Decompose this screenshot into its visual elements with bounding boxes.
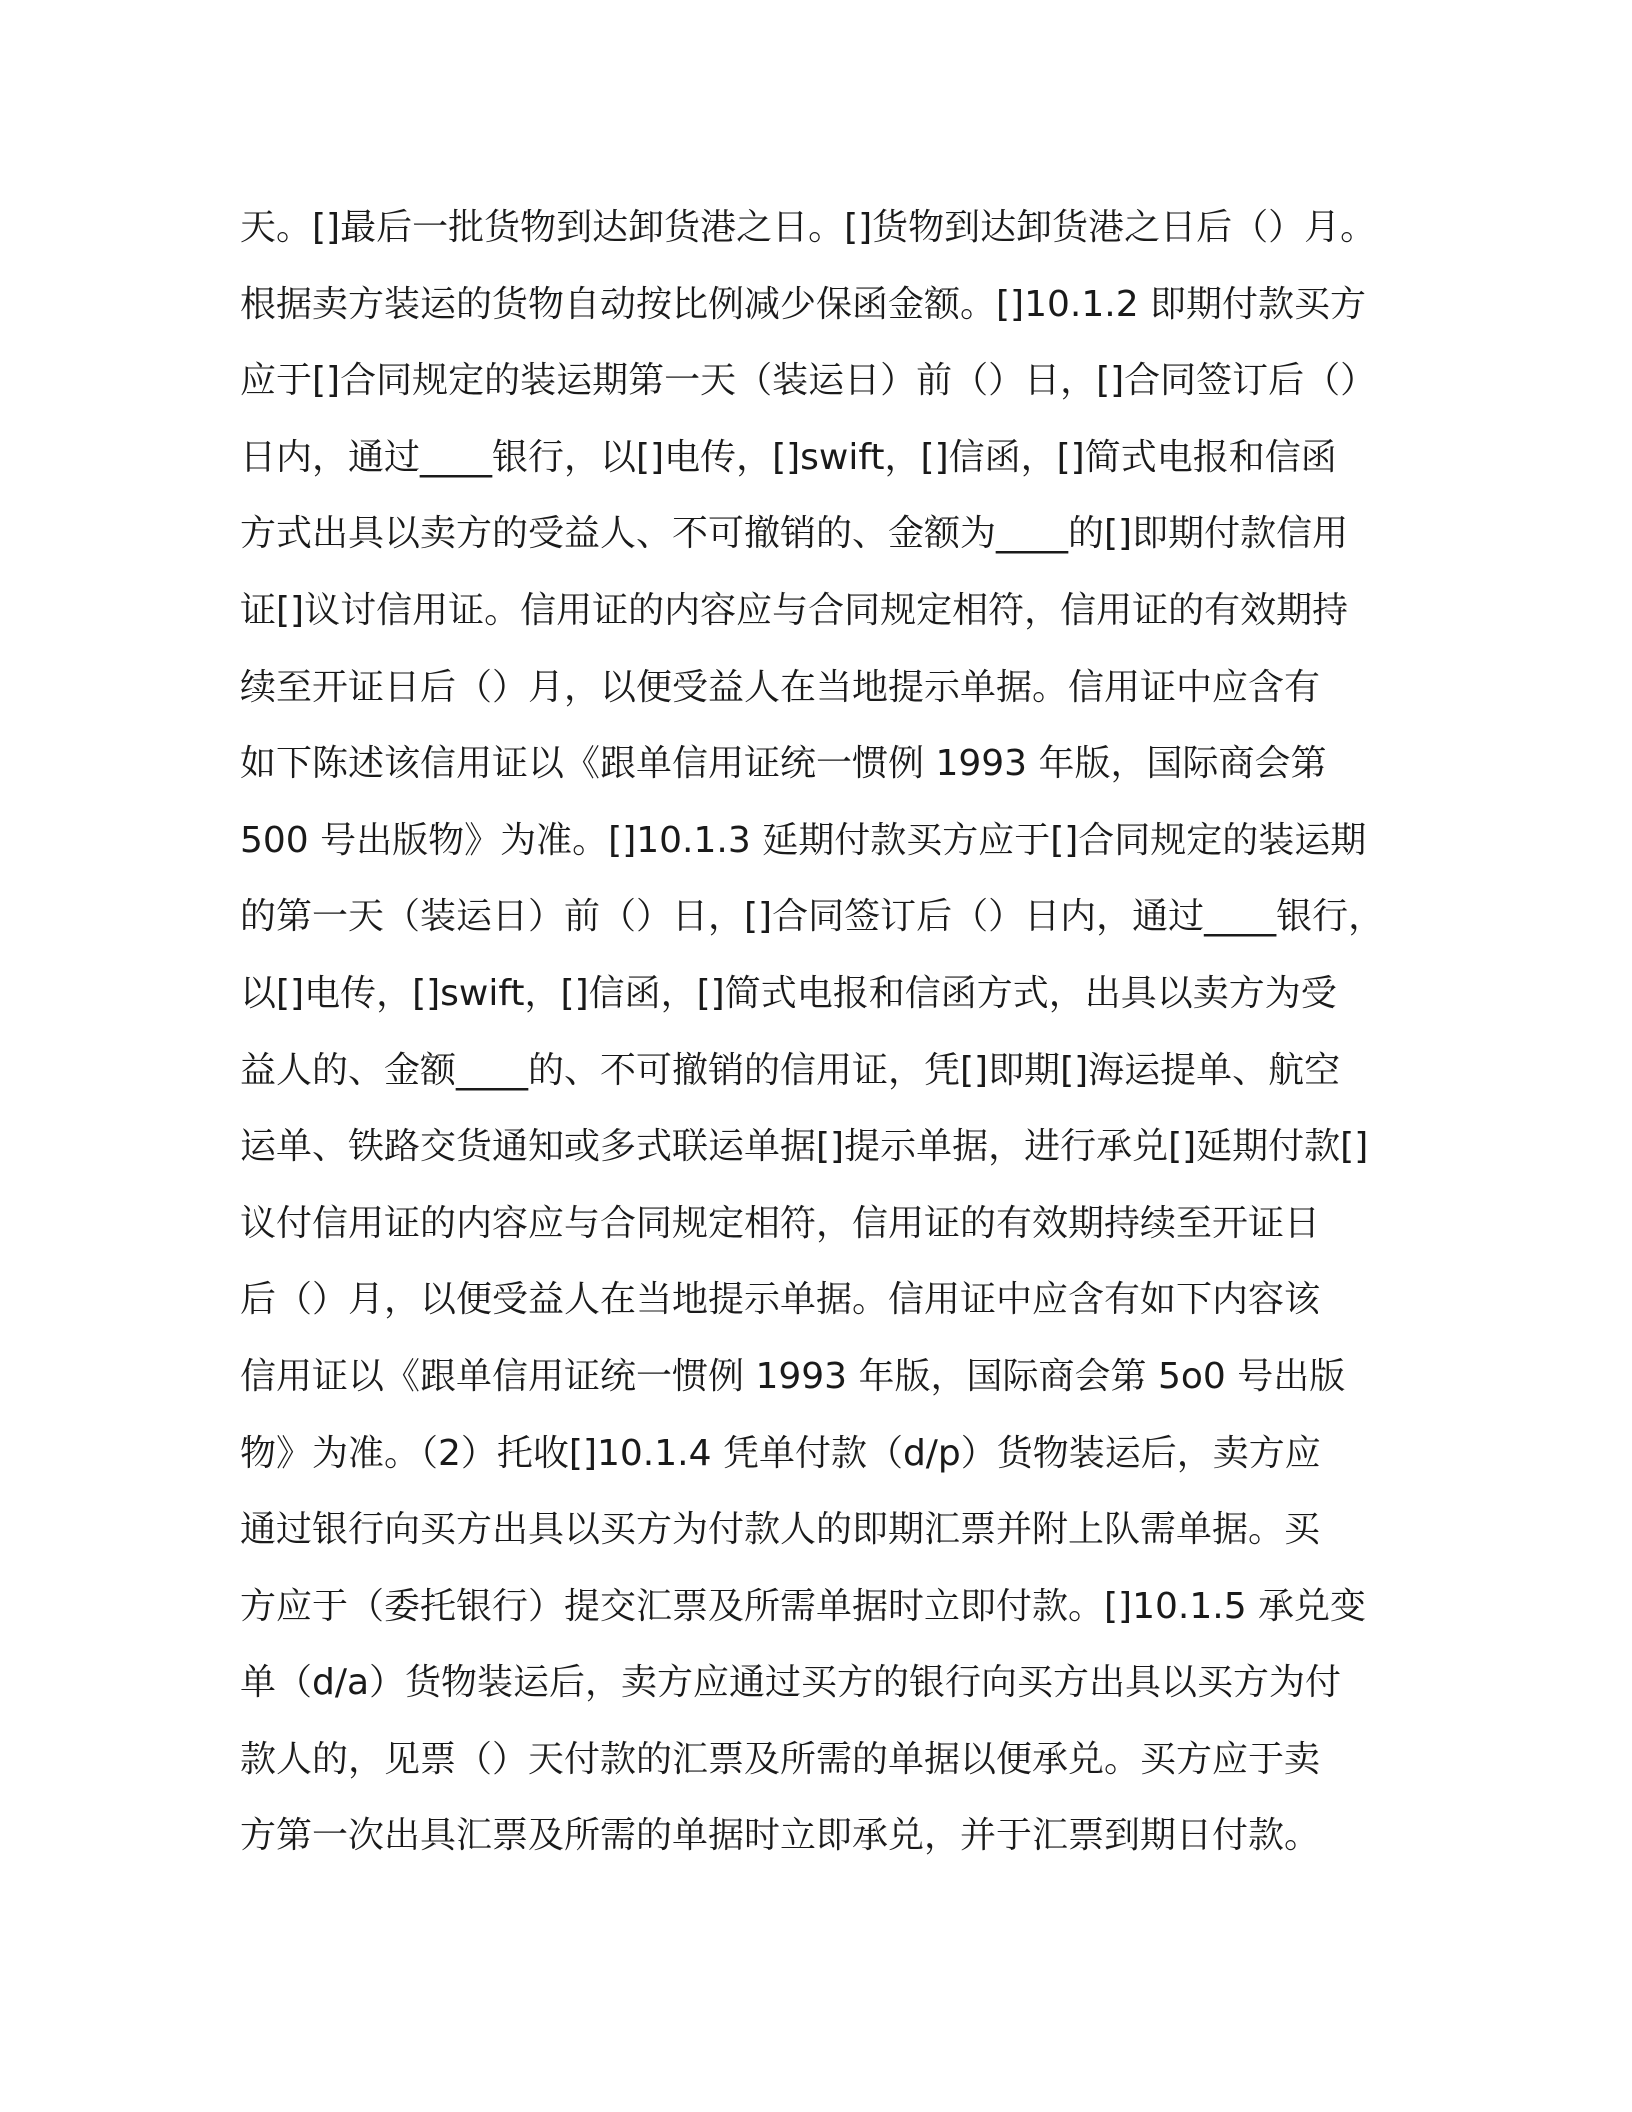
text-line: 根据卖方装运的货物自动按比例减少保函金额。[]10.1.2 即期付款买方 [240,283,1367,325]
text-line: 后（）月，以便受益人在当地提示单据。信用证中应含有如下内容该 [240,1279,1321,1321]
text-line: 物》为准。（2）托收[]10.1.4 凭单付款（d/p）货物装运后，卖方应 [240,1432,1321,1474]
text-line: 方第一次出具汇票及所需的单据时立即承兑，并于汇票到期日付款。 [240,1815,1321,1857]
text-line: 证[]议讨信用证。信用证的内容应与合同规定相符，信用证的有效期持 [240,589,1349,631]
text-line: 500 号出版物》为准。[]10.1.3 延期付款买方应于[]合同规定的装运期 [240,819,1367,861]
text-line: 运单、铁路交货通知或多式联运单据[]提示单据，进行承兑[]延期付款[] [240,1126,1369,1168]
text-line: 如下陈述该信用证以《跟单信用证统一惯例 1993 年版，国际商会第 [240,743,1327,785]
text-line: 信用证以《跟单信用证统一惯例 1993 年版，国际商会第 5o0 号出版 [240,1355,1346,1397]
text-line: 应于[]合同规定的装运期第一天（装运日）前（）日，[]合同签订后（） [240,360,1377,402]
text-line: 议付信用证的内容应与合同规定相符，信用证的有效期持续至开证日 [240,1202,1321,1244]
text-line: 通过银行向买方出具以买方为付款人的即期汇票并附上队需单据。买 [240,1509,1321,1551]
body-text [240,190,1420,1875]
text-line: 的第一天（装运日）前（）日，[]合同签订后（）日内，通过____银行， [240,896,1385,938]
text-line: 方式出具以卖方的受益人、不可撤销的、金额为____的[]即期付款信用 [240,513,1349,555]
text-line: 以[]电传，[]swift，[]信函，[]简式电报和信函方式，出具以卖方为受 [240,972,1337,1014]
text-line: 款人的，见票（）天付款的汇票及所需的单据以便承兑。买方应于卖 [240,1738,1321,1780]
text-line: 续至开证日后（）月，以便受益人在当地提示单据。信用证中应含有 [240,666,1321,708]
text-line: 益人的、金额____的、不可撤销的信用证，凭[]即期[]海运提单、航空 [240,1049,1341,1091]
text-line: 单（d/a）货物装运后，卖方应通过买方的银行向买方出具以买方为付 [240,1662,1342,1704]
text-line: 天。[]最后一批货物到达卸货港之日。[]货物到达卸货港之日后（）月。 [240,207,1377,248]
text-line: 日内，通过____银行，以[]电传，[]swift，[]信函，[]简式电报和信函 [240,436,1337,478]
text-line: 方应于（委托银行）提交汇票及所需单据时立即付款。[]10.1.5 承兑变 [240,1585,1367,1627]
